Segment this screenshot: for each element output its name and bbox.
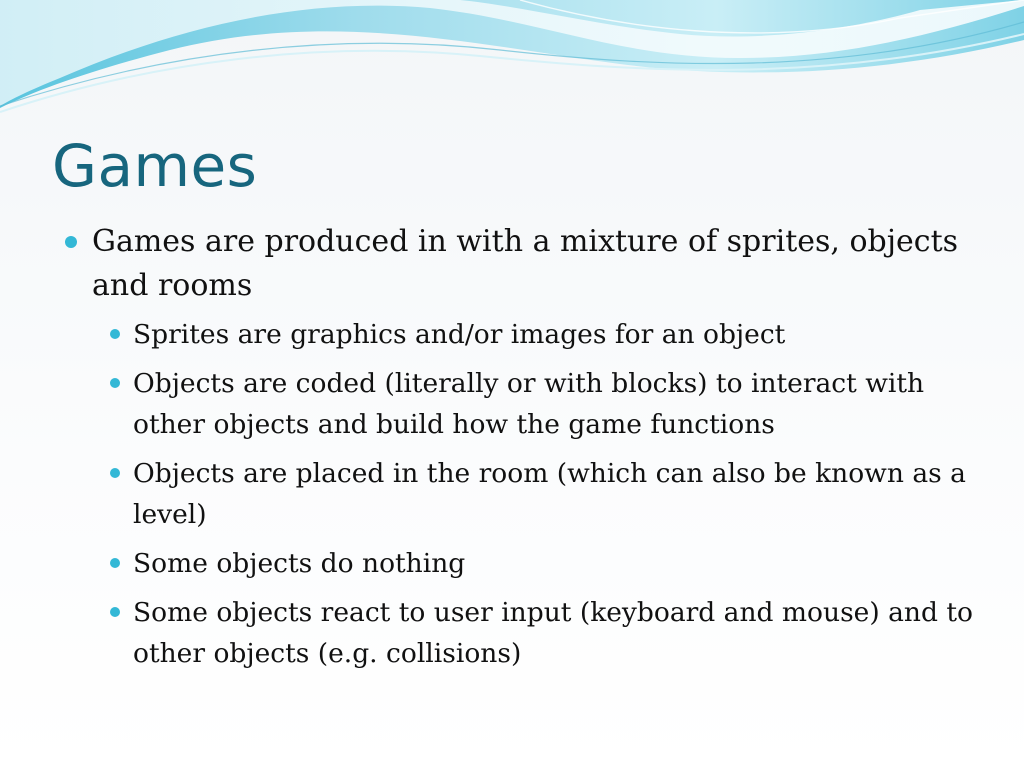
bullet-dot-icon — [110, 558, 120, 568]
bullet-dot-icon — [110, 329, 120, 339]
bullet-text: Games are produced in with a mixture of sprites, objects and rooms — [92, 224, 959, 303]
sub-bullet-item — [62, 363, 982, 445]
bullet-dot-icon — [110, 468, 120, 478]
bullet-dot-icon — [110, 607, 120, 617]
sub-bullet-list — [62, 314, 982, 674]
slide-title: Games — [52, 132, 258, 200]
sub-bullet-text: Some objects do nothing — [133, 548, 466, 579]
bullet-item — [62, 220, 982, 308]
bullet-dot-icon — [65, 236, 77, 248]
sub-bullet-text: Some objects react to user input (keyboard and mouse) and to other objects (e.g. collisions) — [133, 597, 973, 669]
bullet-dot-icon — [110, 378, 120, 388]
sub-bullet-item — [62, 453, 982, 535]
sub-bullet-item — [62, 592, 982, 674]
sub-bullet-item — [62, 543, 982, 584]
sub-bullet-text: Objects are placed in the room (which can also be known as a level) — [133, 458, 966, 530]
sub-bullet-text: Objects are coded (literally or with blocks) to interact with other objects and build how the game functions — [133, 368, 925, 440]
sub-bullet-text: Sprites are graphics and/or images for an object — [133, 319, 786, 350]
bullet-list — [62, 220, 982, 682]
sub-bullet-item — [62, 314, 982, 355]
decorative-wave-header — [0, 0, 1024, 130]
